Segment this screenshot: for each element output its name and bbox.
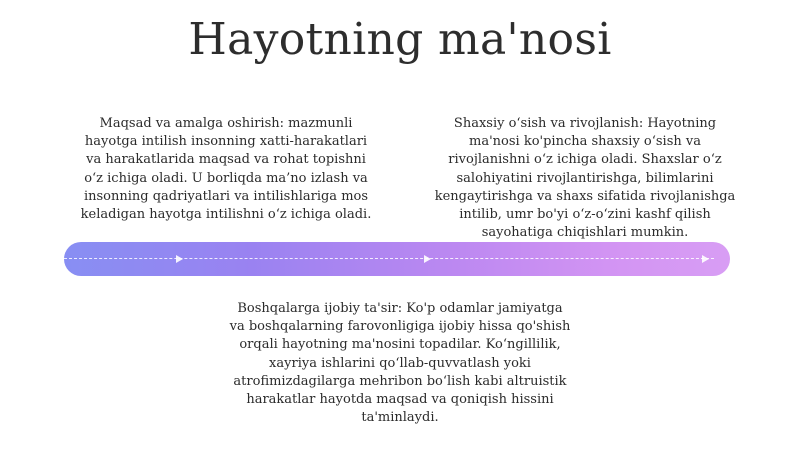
text-block-positive-impact: Boshqalarga ijobiy ta'sir: Ko'p odamlar jamiyatga va boshqalarning farovonligiga ijobiy hissa qo'shish orqali hayotning ma'nosini topadilar. Ko‘ngillilik, xayriya ishlarini qo‘llab-quvvatlash yoki atrofimizdagilarga mehribon bo‘lish kabi altruistik harakatlar hayotda maqsad va qoniqish hissini ta'minlaydi. <box>229 301 571 426</box>
text-block-purpose: Maqsad va amalga oshirish: mazmunli hayotga intilish insonning xatti-harakatlari va harakatlarida maqsad va rohat topishni o‘z ichiga oladi. U borliqda ma’no izlash va insonning qadriyatlari va intilishlariga mos keladigan hayotga intilishni o‘z ichiga oladi. <box>80 116 372 223</box>
page-title: Hayotning ma'nosi <box>188 14 612 65</box>
timeline-dashed-line <box>64 258 714 259</box>
arrow-right-icon <box>702 255 709 263</box>
timeline-bar <box>64 242 730 276</box>
text-block-personal-growth: Shaxsiy o‘sish va rivojlanish: Hayotning ma'nosi ko'pincha shaxsiy o‘sish va rivojlanishni o‘z ichiga oladi. Shaxslar o‘z salohiyatini rivojlantirishga, bilimlarini kengaytirishga va shaxs sifatida rivojlanishga intilib, umr bo'yi o‘z-o‘zini kashf qilish sayohatiga chiqishlari mumkin. <box>434 116 736 241</box>
arrow-right-icon <box>424 255 431 263</box>
arrow-right-icon <box>176 255 183 263</box>
